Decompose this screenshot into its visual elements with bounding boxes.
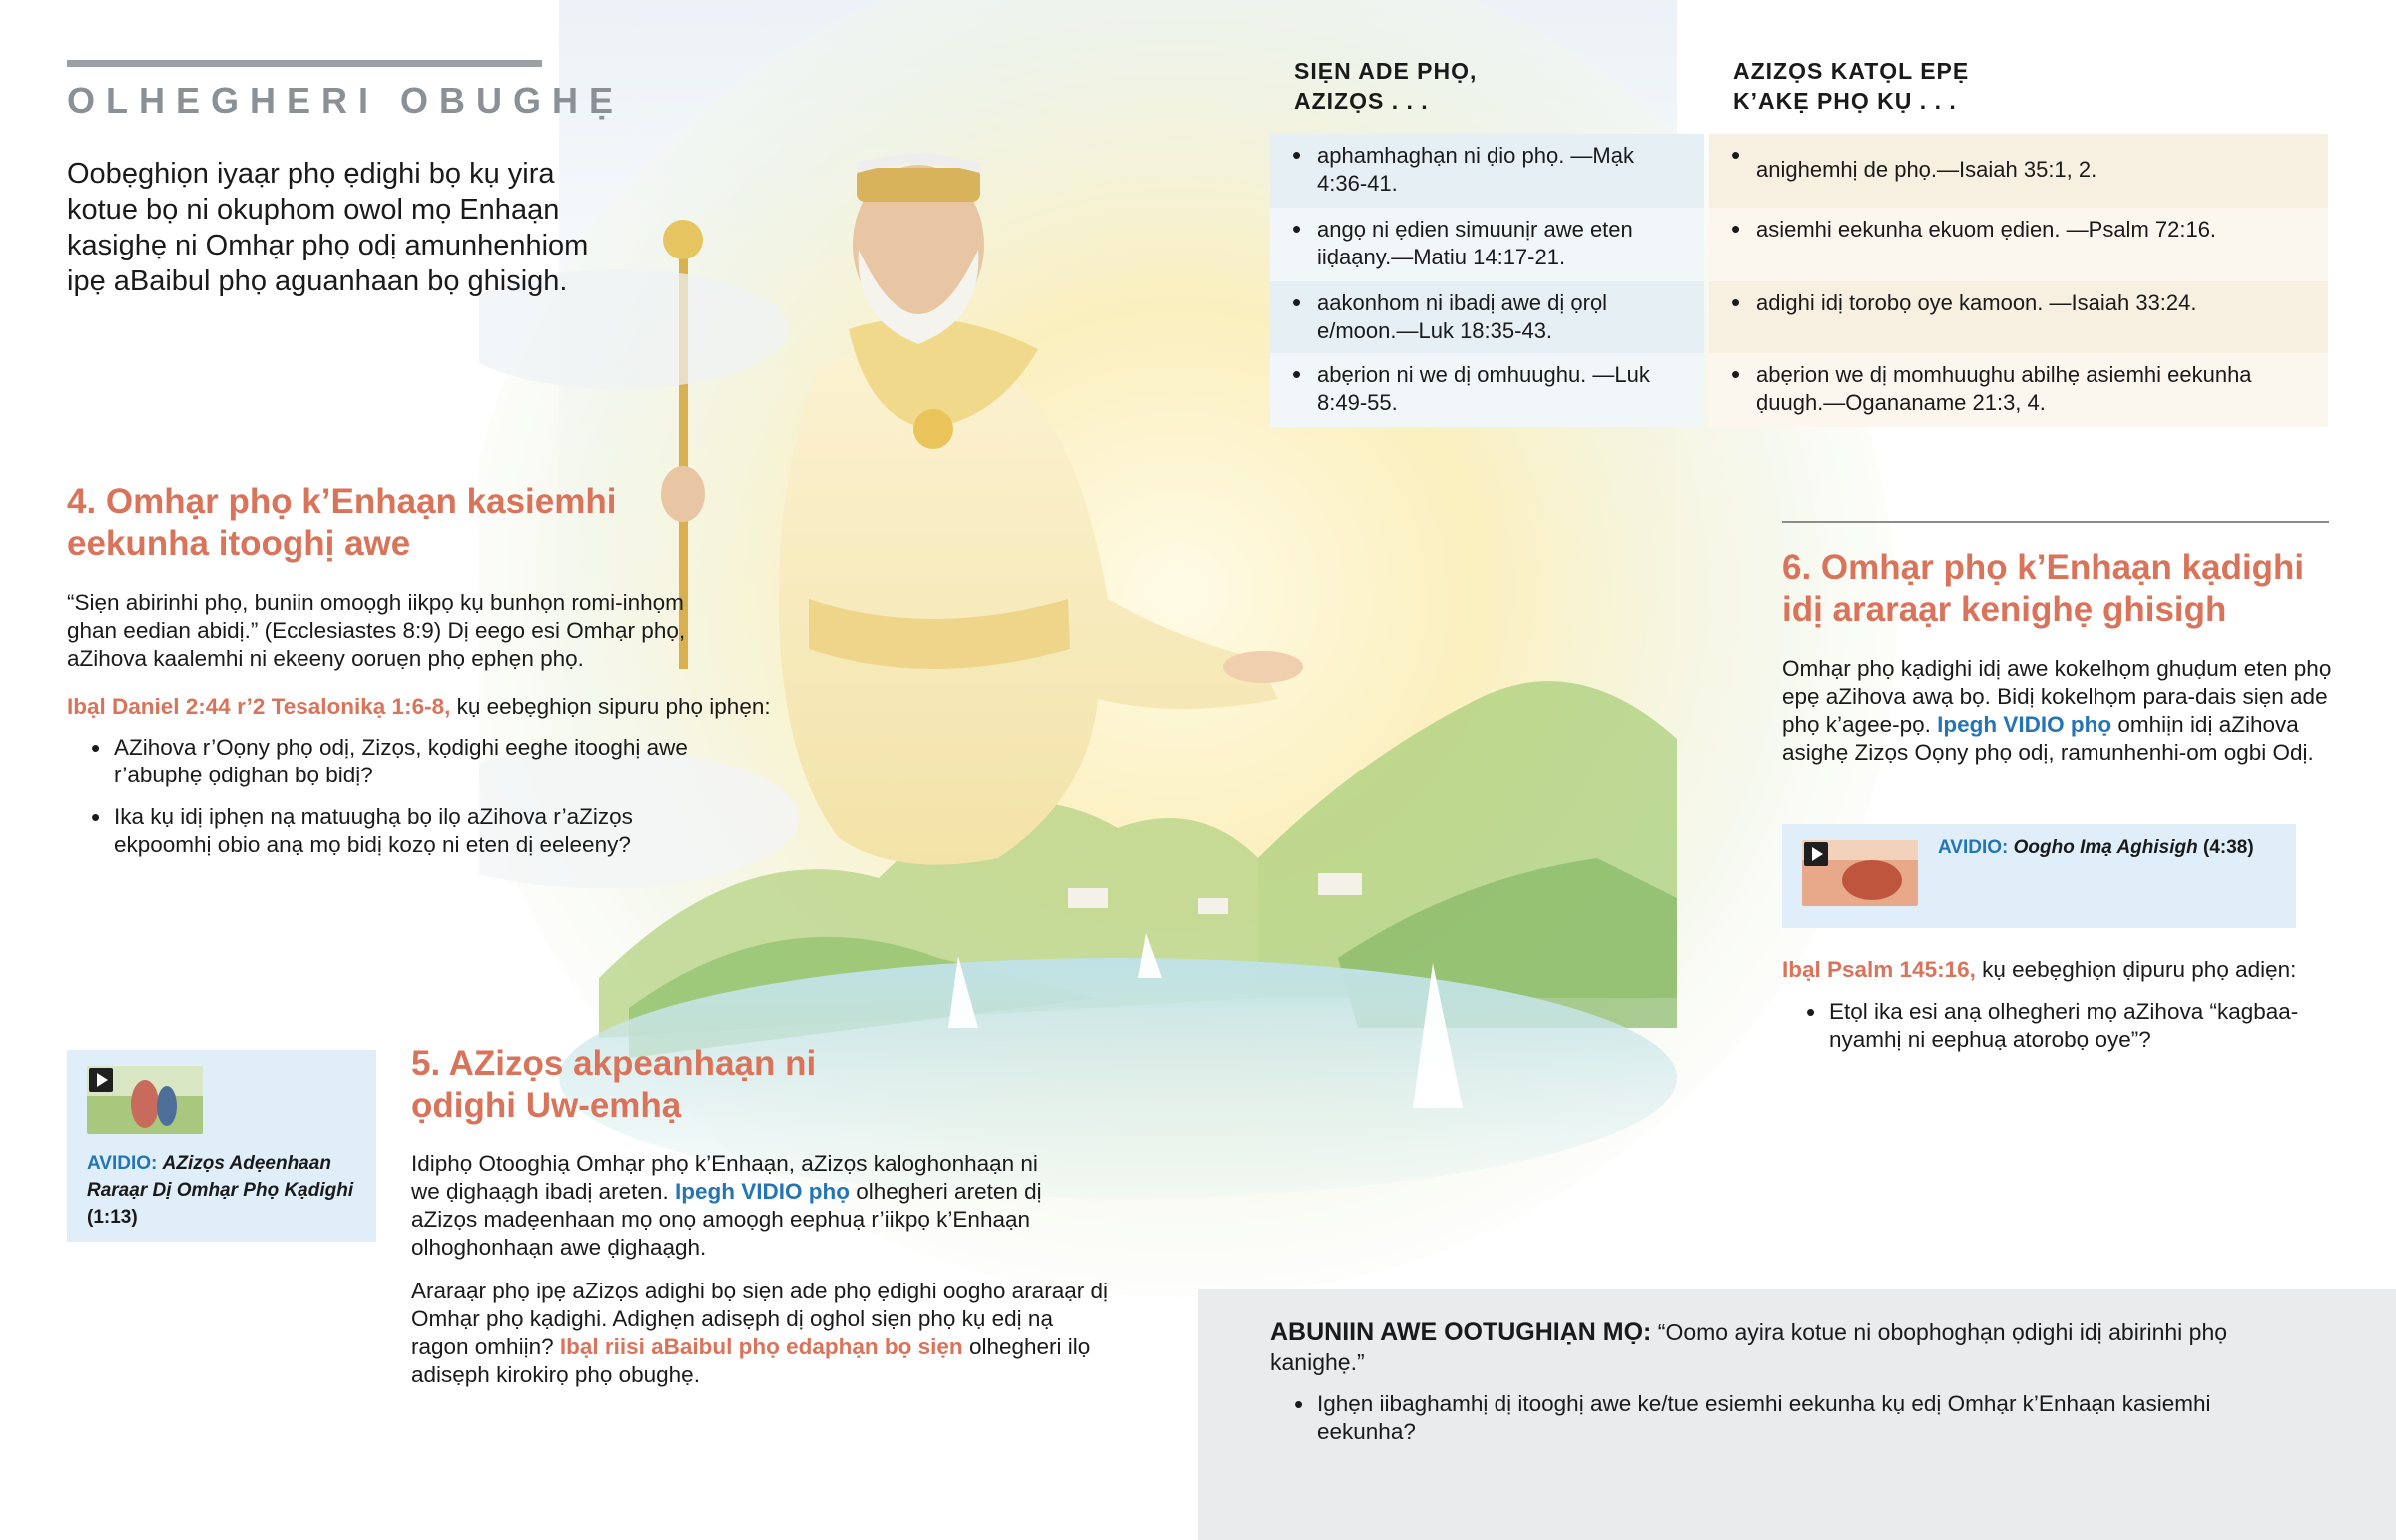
section-6-questions <box>1782 998 2326 1068</box>
section-4-heading-line1: 4. Omhạr phọ k’Enhaạn kasiemhi <box>67 482 617 521</box>
watch-video-link-6[interactable]: Ipegh VIDIO phọ <box>1937 712 2112 737</box>
section-6-rule <box>1782 521 2329 523</box>
section-5-p2-text-end: olhegheri ilọ adisẹph kirokirọ phọ obughẹ. <box>411 1334 1091 1387</box>
table-cell-right-4: • abẹrion we dị momhuughu abilhẹ asiemhi eekunha ḍuugh.—Ogananame 21:3, 4. <box>1709 353 2328 427</box>
table-cell-right-1: • anighemhị de phọ.—Isaiah 35:1, 2. <box>1709 134 2328 208</box>
section-4-scripture-link[interactable]: Ibạl Daniel 2:44 r’2 Tesalonikạ 1:6-8, <box>67 694 451 719</box>
section-4-heading-line2: eekunha itooghị awe <box>67 524 411 563</box>
summary-text: “Oomo ayira kotue ni obophoghạn ọdighi idị abirinhi phọ kanighẹ.” <box>1270 1319 2228 1375</box>
col1-header-line1: SIẸN ADE PHỌ, <box>1294 58 1478 84</box>
video-caption-6[interactable] <box>1938 834 2287 861</box>
video-box-5[interactable] <box>67 1050 376 1242</box>
section-5-heading <box>411 1043 1010 1127</box>
section-6-body <box>1782 655 2336 767</box>
section-6-body-text: Omhạr phọ kạdighi idị awe kokelhọm ghuḍum eten phọ epẹ aZihova awạ bọ. Bidị kokelhọm para-dais siẹn ade phọ k’agee-pọ. <box>1782 656 2332 737</box>
section-6-body-text-end: omhiịn idị aZihova asighẹ Zizọs Oọny phọ odị, ramunhenhi-om ogbi Odị. <box>1782 712 2314 765</box>
section-6-ref-line <box>1782 956 2341 984</box>
summary-questions <box>1270 1390 2268 1460</box>
read-scriptures-link[interactable]: Ibạl riisi aBaibul phọ edaphạn bọ siẹn <box>559 1334 963 1359</box>
video-title: Oogho Imạ Aghisigh <box>2013 837 2198 858</box>
section-4-ref-line <box>67 693 806 721</box>
summary-statement <box>1270 1317 2298 1377</box>
video-title: AZizọs Adẹenhaan Raraạr Dị Omhạr Phọ Kạdighi <box>87 1153 354 1201</box>
table-cell-right-3: • adighi idị torobọ oye kamoon. —Isaiah 33:24. <box>1709 281 2328 353</box>
table-cell-right-2: • asiemhi eekunha ekuom ẹdien. —Psalm 72:16. <box>1709 208 2328 281</box>
section-6-heading-line2: idị araraạr kenighẹ ghisigh <box>1782 590 2227 629</box>
summary-label: ABUNIIN AWE OOTUGHIẠN MỌ: <box>1270 1318 1652 1346</box>
section-5-p2-text: Araraạr phọ ipẹ aZizọs adighi bọ siẹn ade phọ ẹdighi oogho araraạr dị Omhạr phọ kạdighi. Adighẹn adisẹph dị oghol siẹn phọ kụ edị nạ ragon omhiịn? <box>411 1279 1108 1359</box>
section-heading: OLHEGHERI OBUGHẸ <box>67 80 625 121</box>
top-rule <box>67 60 542 67</box>
list-item: • Ika kụ idị iphẹn nạ matuughạ bọ ilọ aZihova r’aZizọs ekpoomhị obio anạ mọ bidị kozọ ni eten dị eeleeny? <box>67 803 726 859</box>
table-cell-left-4: • abẹrion ni we dị omhuughu. —Luk 8:49-55. <box>1270 353 1704 427</box>
section-4-heading <box>67 481 686 565</box>
watch-video-link[interactable]: Ipegh VIDIO phọ <box>674 1179 850 1204</box>
table-cell-left-1: • aphamhaghạn ni ḍio phọ. —Mạk 4:36-41. <box>1270 134 1704 208</box>
section-6-scripture-link[interactable]: Ibạl Psalm 145:16, <box>1782 957 1976 982</box>
play-icon[interactable] <box>89 1068 113 1092</box>
section-5-paragraph-1 <box>411 1150 1070 1262</box>
table-cell-left-3: • aakonhom ni ibadị awe dị ọrọl e/moon.—Luk 18:35-43. <box>1270 281 1704 353</box>
table-column-header-future <box>1733 56 2172 116</box>
col2-header-line1: AZIZỌS KATỌL EPẸ <box>1733 58 1970 84</box>
section-5-p1-text: Idiphọ Otooghiạ Omhạr phọ k’Enhaạn, aZizọs kaloghonhaạn ni we ḍighaạgh ibadị areten. <box>411 1151 1038 1204</box>
table-cell-left-2: • angọ ni ẹdien simuunịr awe eten iiḍaạny.—Matiu 14:17-21. <box>1270 208 1704 281</box>
section-5-p1-text-end: olhegheri areten dị aZizọs madẹenhaan mọ onọ amoọgh eephuạ r’iikpọ k’Enhaạn olhoghonhaạn awe ḍighaạgh. <box>411 1179 1042 1260</box>
video-label: AVIDIO: <box>87 1153 158 1174</box>
col1-header-line2: AZIZỌS . . . <box>1294 88 1429 114</box>
video-box-6[interactable] <box>1782 824 2296 928</box>
section-5-heading-line2: ọdighi Uw-emhạ <box>411 1086 682 1125</box>
play-icon[interactable] <box>1804 842 1828 866</box>
section-5-heading-line1: 5. AZizọs akpeanhaạn ni <box>411 1044 817 1083</box>
section-6-heading <box>1782 547 2381 631</box>
col2-header-line2: K’AKẸ PHỌ KỤ . . . <box>1733 88 1957 114</box>
video-label: AVIDIO: <box>1938 837 2009 858</box>
intro-text: Oobẹghiọn iyaạr phọ ẹdighi bọ kụ yira kotue bọ ni okuphom owol mọ Enhaạn kasighẹ ni Omhạr phọ odị amunhenhiom ipẹ aBaibul phọ aguanhaan bọ ghisigh. <box>67 158 589 297</box>
video-duration: (4:38) <box>2203 837 2254 858</box>
section-4-questions <box>67 734 726 873</box>
list-item: • Etọl ika esi anạ olhegheri mọ aZihova “kagbaa-nyamhị ni eephuạ atorobọ oye”? <box>1782 998 2326 1054</box>
table-column-header-past <box>1294 56 1693 116</box>
video-duration: (1:13) <box>87 1207 138 1228</box>
section-4-body: “Siẹn abirinhi phọ, buniin omoọgh iikpọ kụ bunhọn romi-inhọm ghan eedian abidị.” (Ecclesiastes 8:9) Dị eego esi Omhạr phọ, aZihova kaalemhi ni ekeeny ooruẹn phọ ephẹn phọ. <box>67 590 686 671</box>
video-caption-5[interactable] <box>87 1150 361 1231</box>
section-6-heading-line1: 6. Omhạr phọ k’Enhaạn kạdighi <box>1782 548 2305 587</box>
section-5-paragraph-2 <box>411 1278 1110 1389</box>
section-6-ref-after: kụ eebẹghiọn ḍipuru phọ adiẹn: <box>1975 957 2297 982</box>
list-item: • Ighẹn iibaghamhị dị itooghị awe ke/tue esiemhi eekunha kụ edị Omhạr k’Enhaạn kasiemhi eekunha? <box>1270 1390 2268 1446</box>
section-4-ref-after: kụ eebẹghiọn sipuru phọ iphẹn: <box>450 694 771 719</box>
list-item: • AZihova r’Oọny phọ odị, Zizọs, kọdighi eeghe itooghị awe r’abuphẹ ọdighan bọ bidị? <box>67 734 726 789</box>
